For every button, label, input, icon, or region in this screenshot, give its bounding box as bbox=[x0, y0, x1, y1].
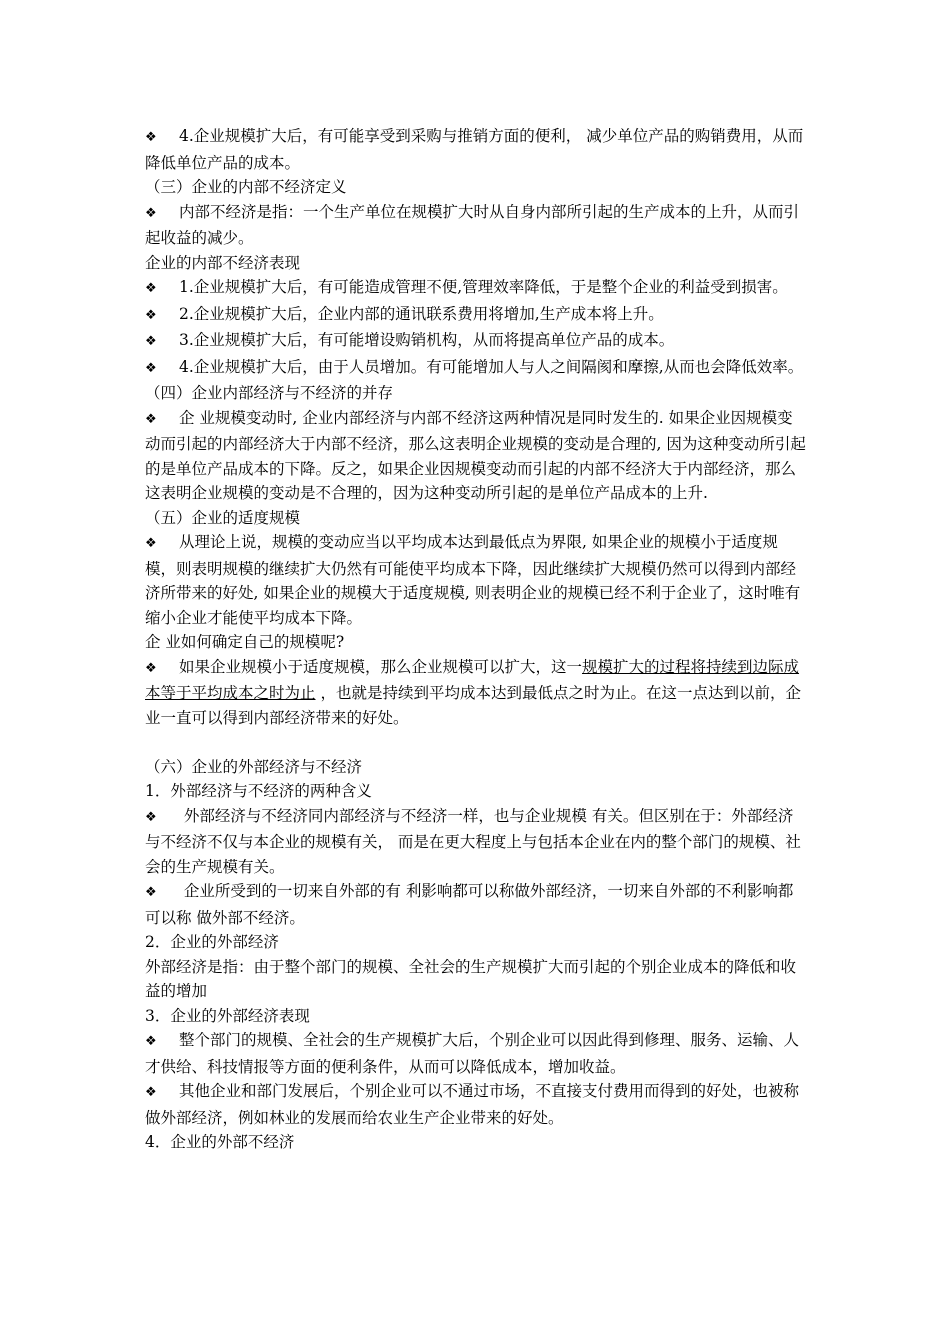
underlined-text: 规模扩大的过程将持续到边际成本等于平均成本之时为止 bbox=[145, 657, 800, 702]
heading-text: （五）企业的适度规模 bbox=[145, 508, 301, 527]
paragraph-text: 4.企业规模扩大后，由于人员增加。有可能增加人与人之间隔阂和摩擦,从而也会降低效率。 bbox=[179, 357, 804, 376]
diamond-bullet-icon: ❖ bbox=[145, 205, 157, 221]
paragraph-text: 整个部门的规模、全社会的生产规模扩大后，个别企业可以因此得到修理、服务、运输、人才供给、科技情报等方面的便利条件，从而可以降低成本，增加收益。 bbox=[145, 1031, 800, 1076]
paragraph-bulleted bbox=[145, 406, 807, 506]
heading-text: 3．企业的外部经济表现 bbox=[145, 1006, 310, 1025]
numbered-heading bbox=[145, 1004, 807, 1029]
section-heading bbox=[145, 506, 807, 531]
paragraph-text: 企业所受到的一切来自外部的有 利影响都可以称做外部经济，一切来自外部的不利影响都可以称 做外部不经济。 bbox=[145, 882, 794, 927]
paragraph bbox=[145, 955, 807, 1004]
paragraph-text: 从理论上说，规模的变动应当以平均成本达到最低点为界限, 如果企业的规模小于适度规模，则表明规模的继续扩大仍然有可能使平均成本下降，因此继续扩大规模仍然可以得到内部经济所带来的好处, 如果企业的规模大于适度规模, 则表明企业的规模已经不利于企业了，这时唯有缩小企业才能使平均成本下降。 bbox=[145, 533, 801, 627]
diamond-bullet-icon: ❖ bbox=[145, 334, 157, 349]
diamond-bullet-icon: ❖ bbox=[145, 809, 157, 825]
blank-line bbox=[145, 730, 807, 755]
paragraph-bulleted bbox=[145, 530, 807, 630]
heading-text: 2．企业的外部经济 bbox=[145, 933, 279, 951]
diamond-bullet-icon: ❖ bbox=[145, 307, 157, 323]
diamond-bullet-icon: ❖ bbox=[145, 536, 157, 551]
document-page bbox=[145, 124, 807, 1155]
diamond-bullet-icon: ❖ bbox=[145, 660, 157, 676]
subheading bbox=[145, 630, 807, 655]
section-heading bbox=[145, 755, 807, 780]
diamond-bullet-icon: ❖ bbox=[145, 130, 157, 145]
diamond-bullet-icon: ❖ bbox=[145, 1034, 157, 1049]
paragraph-bulleted bbox=[145, 275, 807, 302]
heading-text: 4．企业的外部不经济 bbox=[145, 1133, 295, 1151]
paragraph-text: 如果企业规模小于适度规模，那么企业规模可以扩大，这一 bbox=[179, 657, 583, 676]
paragraph-bulleted bbox=[145, 655, 807, 731]
heading-text: 企业的内部不经济表现 bbox=[145, 253, 301, 272]
diamond-bullet-icon: ❖ bbox=[145, 885, 157, 900]
diamond-bullet-icon: ❖ bbox=[145, 360, 157, 376]
paragraph-text: 外部经济是指：由于整个部门的规模、全社会的生产规模扩大而引起的个别企业成本的降低和收益的增加 bbox=[145, 957, 797, 1000]
heading-text: （四）企业内部经济与不经济的并存 bbox=[145, 384, 394, 402]
diamond-bullet-icon: ❖ bbox=[145, 1085, 157, 1100]
heading-text: （六）企业的外部经济与不经济 bbox=[145, 757, 363, 776]
paragraph-bulleted bbox=[145, 200, 807, 251]
paragraph-text: 内部不经济是指：一个生产单位在规模扩大时从自身内部所引起的生产成本的上升，从而引起收益的减少。 bbox=[145, 202, 800, 247]
heading-text: 企 业如何确定自己的规模呢? bbox=[145, 633, 345, 651]
paragraph-text: 企 业规模变动时, 企业内部经济与内部不经济这两种情况是同时发生的. 如果企业因规模变动而引起的内部经济大于内部不经济，那么这表明企业规模的变动是合理的, 因为这种变动所引起的是单位产品成本的下降。反之，如果企业因规模变动而引起的内部不经济大于内部经济，那么这表明企业规模的变动是不合理的，因为这种变动所引起的是单位产品成本的上升. bbox=[145, 408, 806, 502]
heading-text: 1．外部经济与不经济的两种含义 bbox=[145, 782, 372, 800]
paragraph-text: 其他企业和部门发展后，个别企业可以不通过市场，不直接支付费用而得到的好处，也被称做外部经济，例如林业的发展而给农业生产企业带来的好处。 bbox=[145, 1082, 800, 1127]
paragraph-text: 1.企业规模扩大后，有可能造成管理不便,管理效率降低，于是整个企业的利益受到损害。 bbox=[179, 278, 788, 296]
heading-text: （三）企业的内部不经济定义 bbox=[145, 178, 347, 196]
numbered-heading bbox=[145, 779, 807, 804]
paragraph-text: 3.企业规模扩大后，有可能增设购销机构，从而将提高单位产品的成本。 bbox=[179, 331, 675, 349]
paragraph-bulleted bbox=[145, 302, 807, 329]
diamond-bullet-icon: ❖ bbox=[145, 281, 157, 296]
section-heading bbox=[145, 175, 807, 200]
paragraph-bulleted bbox=[145, 1079, 807, 1130]
diamond-bullet-icon: ❖ bbox=[145, 411, 157, 427]
paragraph-text: ，也就是持续到平均成本达到最低点之时为止。在这一点达到以前，企业一直可以得到内部经济带来的好处。 bbox=[145, 684, 801, 727]
paragraph-text: 4.企业规模扩大后，有可能享受到采购与推销方面的便利， 减少单位产品的购销费用，从而降低单位产品的成本。 bbox=[145, 127, 804, 172]
paragraph-bulleted bbox=[145, 804, 807, 880]
numbered-heading bbox=[145, 1130, 807, 1155]
section-heading bbox=[145, 381, 807, 406]
numbered-heading bbox=[145, 930, 807, 955]
subheading bbox=[145, 251, 807, 276]
paragraph-bulleted bbox=[145, 328, 807, 355]
paragraph-bulleted bbox=[145, 879, 807, 930]
paragraph-text: 2.企业规模扩大后，企业内部的通讯联系费用将增加,生产成本将上升。 bbox=[179, 304, 664, 323]
paragraph-bulleted bbox=[145, 124, 807, 175]
paragraph-bulleted bbox=[145, 355, 807, 382]
paragraph-text: 外部经济与不经济同内部经济与不经济一样，也与企业规模 有关。但区别在于：外部经济与不经济不仅与本企业的规模有关， 而是在更大程度上与包括本企业在内的整个部门的规模、社会的生产规模有关。 bbox=[145, 806, 801, 876]
paragraph-bulleted bbox=[145, 1028, 807, 1079]
